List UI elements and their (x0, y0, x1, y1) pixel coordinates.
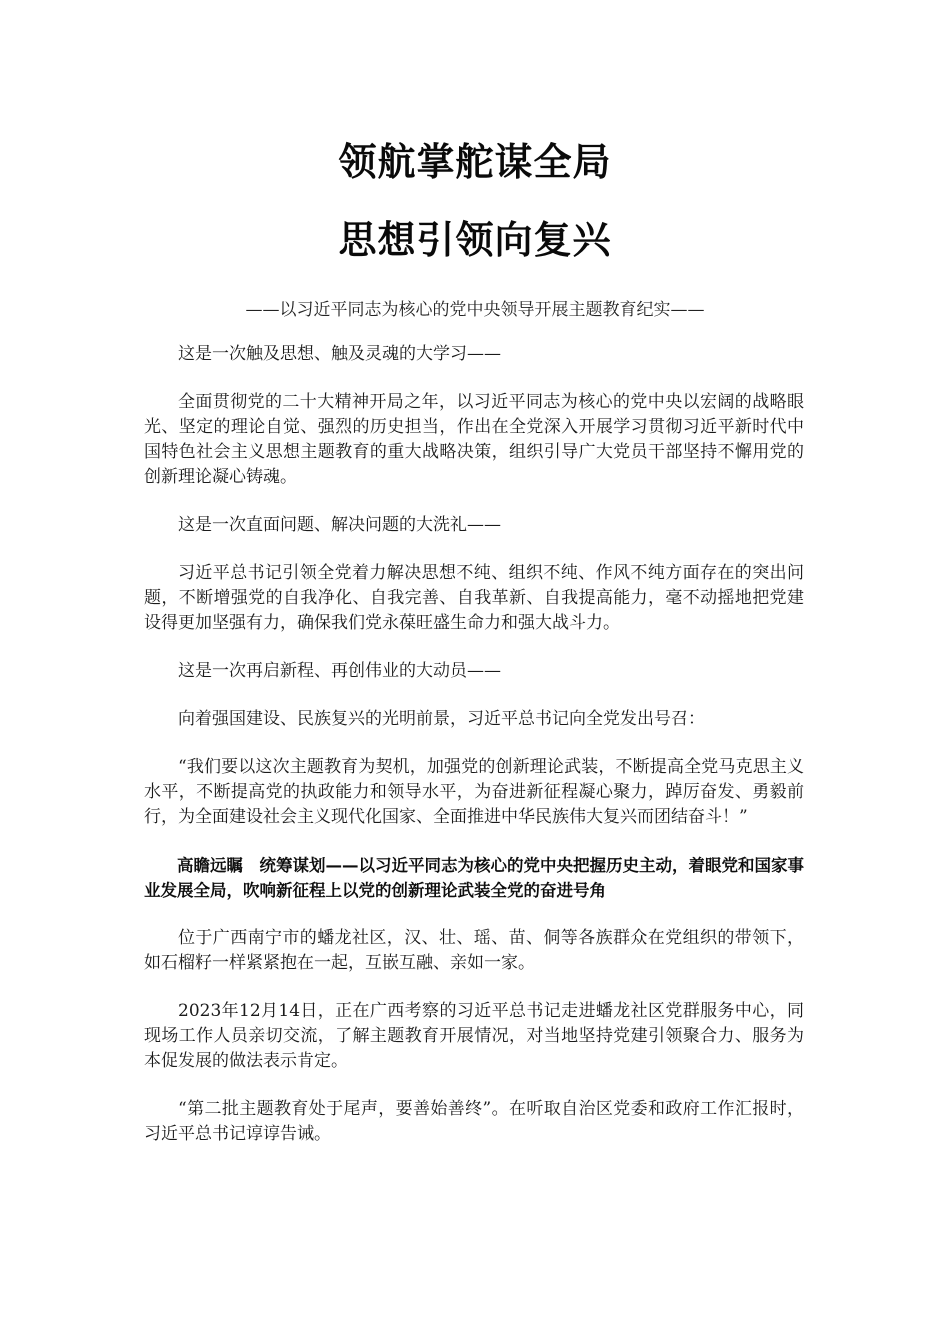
paragraph: 向着强国建设、民族复兴的光明前景，习近平总书记向全党发出号召： (178, 709, 705, 729)
paragraph: 这是一次再启新程、再创伟业的大动员—— (178, 661, 501, 681)
paragraph: 习近平总书记引领全党着力解决思想不纯、组织不纯、作风不纯方面存在的突出问题，不断增强党的自我净化、自我完善、自我革新、自我提高能力，毫不动摇地把党建设得更加坚强有力，确保我们党永葆旺盛生命力和强大战斗力。 (144, 563, 804, 633)
quote-paragraph: “我们要以这次主题教育为契机，加强党的创新理论武装，不断提高全党马克思主义水平，不断提高党的执政能力和领导水平，为奋进新征程凝心聚力，踔厉奋发、勇毅前行，为全面建设社会主义现代化国家、全面推进中华民族伟大复兴而团结奋斗！” (144, 757, 804, 827)
paragraph: 这是一次直面问题、解决问题的大洗礼—— (178, 515, 501, 535)
paragraph: “第二批主题教育处于尾声，要善始善终”。在听取自治区党委和政府工作汇报时，习近平总书记谆谆告诫。 (144, 1099, 804, 1144)
document-body (144, 342, 804, 1170)
paragraph: 2023年12月14日，正在广西考察的习近平总书记走进蟠龙社区党群服务中心，同现场工作人员亲切交流，了解主题教育开展情况，对当地坚持党建引领聚合力、服务为本促发展的做法表示肯定。 (144, 1001, 804, 1071)
document-title-line-2: 思想引领向复兴 (338, 218, 612, 262)
document-subtitle: ——以习近平同志为核心的党中央领导开展主题教育纪实—— (245, 300, 705, 320)
paragraph: 这是一次触及思想、触及灵魂的大学习—— (178, 344, 501, 364)
section-heading: 高瞻远瞩 统筹谋划——以习近平同志为核心的党中央把握历史主动，着眼党和国家事业发展全局，吹响新征程上以党的创新理论武装全党的奋进号角 (144, 856, 804, 900)
paragraph: 全面贯彻党的二十大精神开局之年，以习近平同志为核心的党中央以宏阔的战略眼光、坚定的理论自觉、强烈的历史担当，作出在全党深入开展学习贯彻习近平新时代中国特色社会主义思想主题教育的重大战略决策，组织引导广大党员干部坚持不懈用党的创新理论凝心铸魂。 (144, 392, 804, 487)
paragraph: 位于广西南宁市的蟠龙社区，汉、壮、瑶、苗、侗等各族群众在党组织的带领下，如石榴籽一样紧紧抱在一起，互嵌互融、亲如一家。 (144, 928, 804, 973)
document-title-line-1: 领航掌舵谋全局 (338, 140, 612, 184)
